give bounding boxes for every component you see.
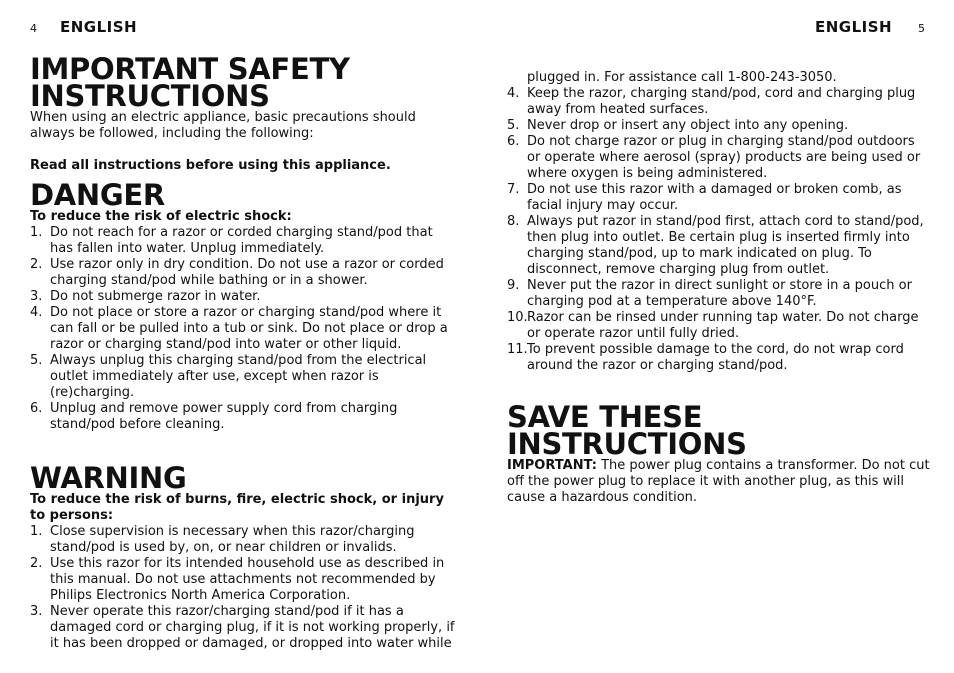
list-item: 1. Close supervision is necessary when this razor/charging stand/pod is used by, on, or near children or invalids. [30,524,415,555]
warning-subheading: To reduce the risk of burns, fire, electric shock, or injury to persons: [30,492,444,523]
important-note [507,458,932,506]
list-item: 8. Always put razor in stand/pod first, attach cord to stand/pod, then plug into outlet. Be certain plug is inserted firmly into charging stand/pod, up to mark indicated on plug. To disconnect, remove charging plug from outlet. [507,214,924,277]
danger-heading: DANGER [30,178,165,212]
right-column [507,70,932,506]
warning-heading: WARNING [30,461,187,495]
list-item: 10. Razor can be rinsed under running tap water. Do not charge or operate razor until fully dried. [507,310,919,341]
list-item: 7. Do not use this razor with a damaged or broken comb, as facial injury may occur. [507,182,902,213]
list-item: 2. Use razor only in dry condition. Do not use a razor or corded charging stand/pod while bathing or in a shower. [30,257,444,288]
right-page [477,0,954,673]
list-item: 3. Never operate this razor/charging stand/pod if it has a damaged cord or charging plug, if it is not working properly, if it has been dropped or damaged, or dropped into water while [30,604,455,651]
list-item: 4. Do not place or store a razor or charging stand/pod where it can fall or be pulled into a tub or sink. Do not place or drop a razor or charging stand/pod into water or other liquid. [30,305,448,352]
language-header: ENGLISH [815,18,893,36]
list-item: 2. Use this razor for its intended household use as described in this manual. Do not use attachments not recommended by Philips Electronics North America Corporation. [30,556,445,603]
read-all-notice: Read all instructions before using this appliance. [30,158,391,173]
list-item: 4. Keep the razor, charging stand/pod, cord and charging plug away from heated surfaces. [507,86,916,117]
list-item: 11. To prevent possible damage to the cord, do not wrap cord around the razor or charging stand/pod. [507,342,904,373]
page-title: IMPORTANT SAFETY INSTRUCTIONS [30,52,350,113]
left-column [30,52,455,652]
list-item: 5. Always unplug this charging stand/pod from the electrical outlet immediately after use, except when razor is (re)charging. [30,353,427,400]
list-item: 3. Do not submerge razor in water. [30,289,261,304]
list-item: 9. Never put the razor in direct sunlight or store in a pouch or charging pod at a temperature above 140°F. [507,278,912,309]
warning-list-continued [507,86,932,374]
page-number: 4 [30,22,37,35]
list-item: 5. Never drop or insert any object into any opening. [507,118,849,133]
list-item: 6. Do not charge razor or plug in charging stand/pod outdoors or operate where aerosol (spray) products are being used or where oxygen is being administered. [507,134,921,181]
save-instructions-heading: SAVE THESE INSTRUCTIONS [507,400,747,461]
important-label: IMPORTANT: [507,458,597,473]
warning-list [30,524,455,652]
list-item: 1. Do not reach for a razor or corded charging stand/pod that has fallen into water. Unplug immediately. [30,225,433,256]
important-text: The power plug contains a transformer. Do not cut off the power plug to replace it with another plug, as this will cause a hazardous condition. [507,458,930,505]
danger-list [30,225,455,433]
intro-text: When using an electric appliance, basic precautions should always be followed, including the following: [30,110,416,141]
language-header: ENGLISH [60,18,138,36]
list-item: 6. Unplug and remove power supply cord from charging stand/pod before cleaning. [30,401,398,432]
danger-subheading: To reduce the risk of electric shock: [30,209,292,224]
continuation-text: plugged in. For assistance call 1-800-243-3050. [527,70,837,85]
page-number: 5 [918,22,925,35]
